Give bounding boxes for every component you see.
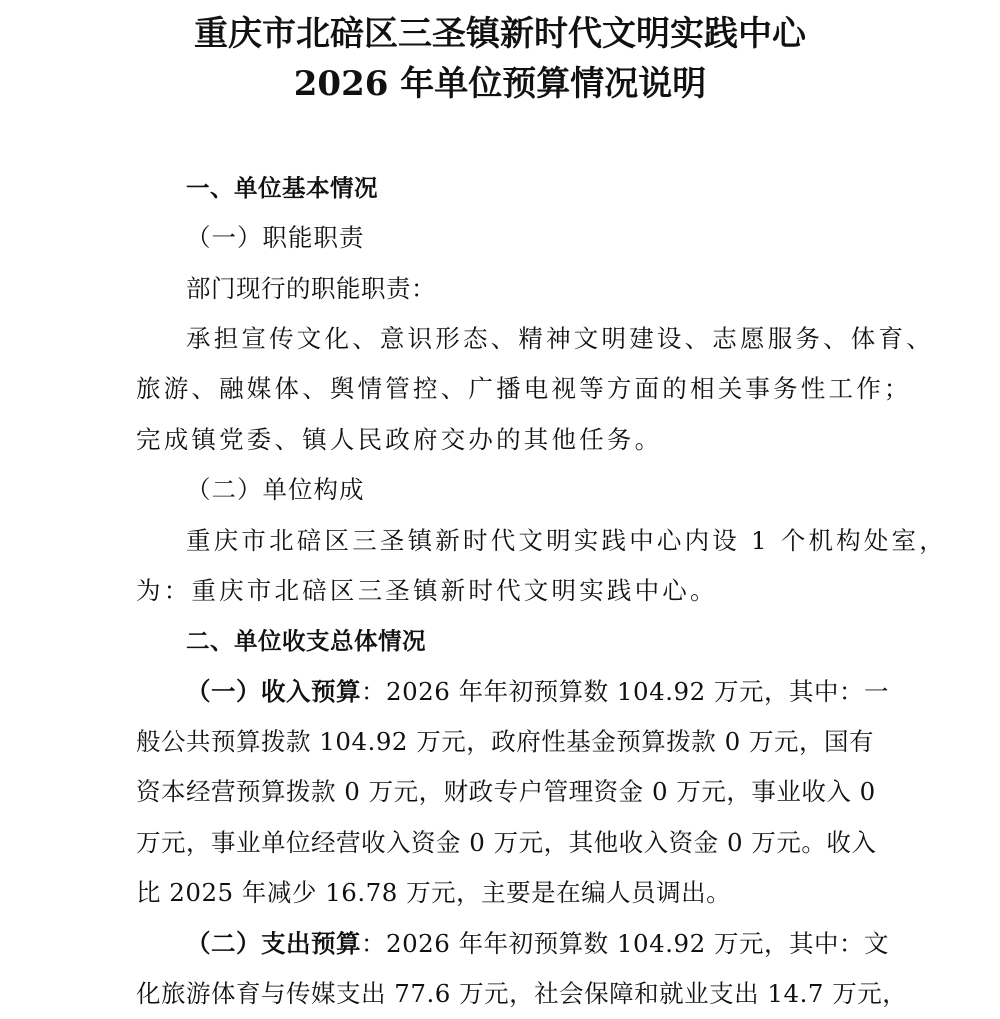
- income-paragraph-line-2: 般公共预算拨款 104.92 万元，政府性基金预算拨款 0 万元，国有: [136, 727, 874, 756]
- expense-paragraph-line-2: 化旅游体育与传媒支出 77.6 万元，社会保障和就业支出 14.7 万元，: [136, 979, 908, 1008]
- section-1-heading: 一、单位基本情况: [186, 174, 378, 202]
- subsection-structure-heading: （二）单位构成: [186, 475, 365, 504]
- income-label: （一）收入预算: [186, 677, 361, 706]
- structure-line-2: 为：重庆市北碚区三圣镇新时代文明实践中心。: [136, 576, 718, 605]
- income-paragraph-line-3: 资本经营预算拨款 0 万元，财政专户管理资金 0 万元，事业收入 0: [136, 777, 876, 806]
- duty-line-3: 完成镇党委、镇人民政府交办的其他任务。: [136, 425, 663, 454]
- structure-line-1: 重庆市北碚区三圣镇新时代文明实践中心内设 1 个机构处室，: [186, 526, 947, 555]
- income-paragraph-line-1: [186, 672, 896, 712]
- subsection-duties-heading: （一）职能职责: [186, 223, 365, 252]
- duty-line-2: 旅游、融媒体、舆情管控、广播电视等方面的相关事务性工作；: [136, 374, 912, 403]
- duty-line-1: 承担宣传文化、意识形态、精神文明建设、志愿服务、体育、: [186, 324, 934, 353]
- income-text: ：2026 年年初预算数 104.92 万元，其中：一: [361, 677, 889, 706]
- income-paragraph-line-4: 万元，事业单位经营收入资金 0 万元，其他收入资金 0 万元。收入: [136, 828, 877, 857]
- expense-text: ：2026 年年初预算数 104.92 万元，其中：文: [361, 929, 889, 958]
- expense-label: （二）支出预算: [186, 929, 361, 958]
- income-paragraph-line-5: 比 2025 年减少 16.78 万元，主要是在编人员调出。: [136, 878, 732, 907]
- section-2-heading: 二、单位收支总体情况: [186, 627, 426, 655]
- document-title-line-2: 2026 年单位预算情况说明: [293, 64, 707, 104]
- duties-intro: 部门现行的职能职责：: [186, 274, 436, 303]
- expense-paragraph-line-1: [186, 924, 896, 964]
- document-title-line-1: 重庆市北碚区三圣镇新时代文明实践中心: [194, 14, 806, 54]
